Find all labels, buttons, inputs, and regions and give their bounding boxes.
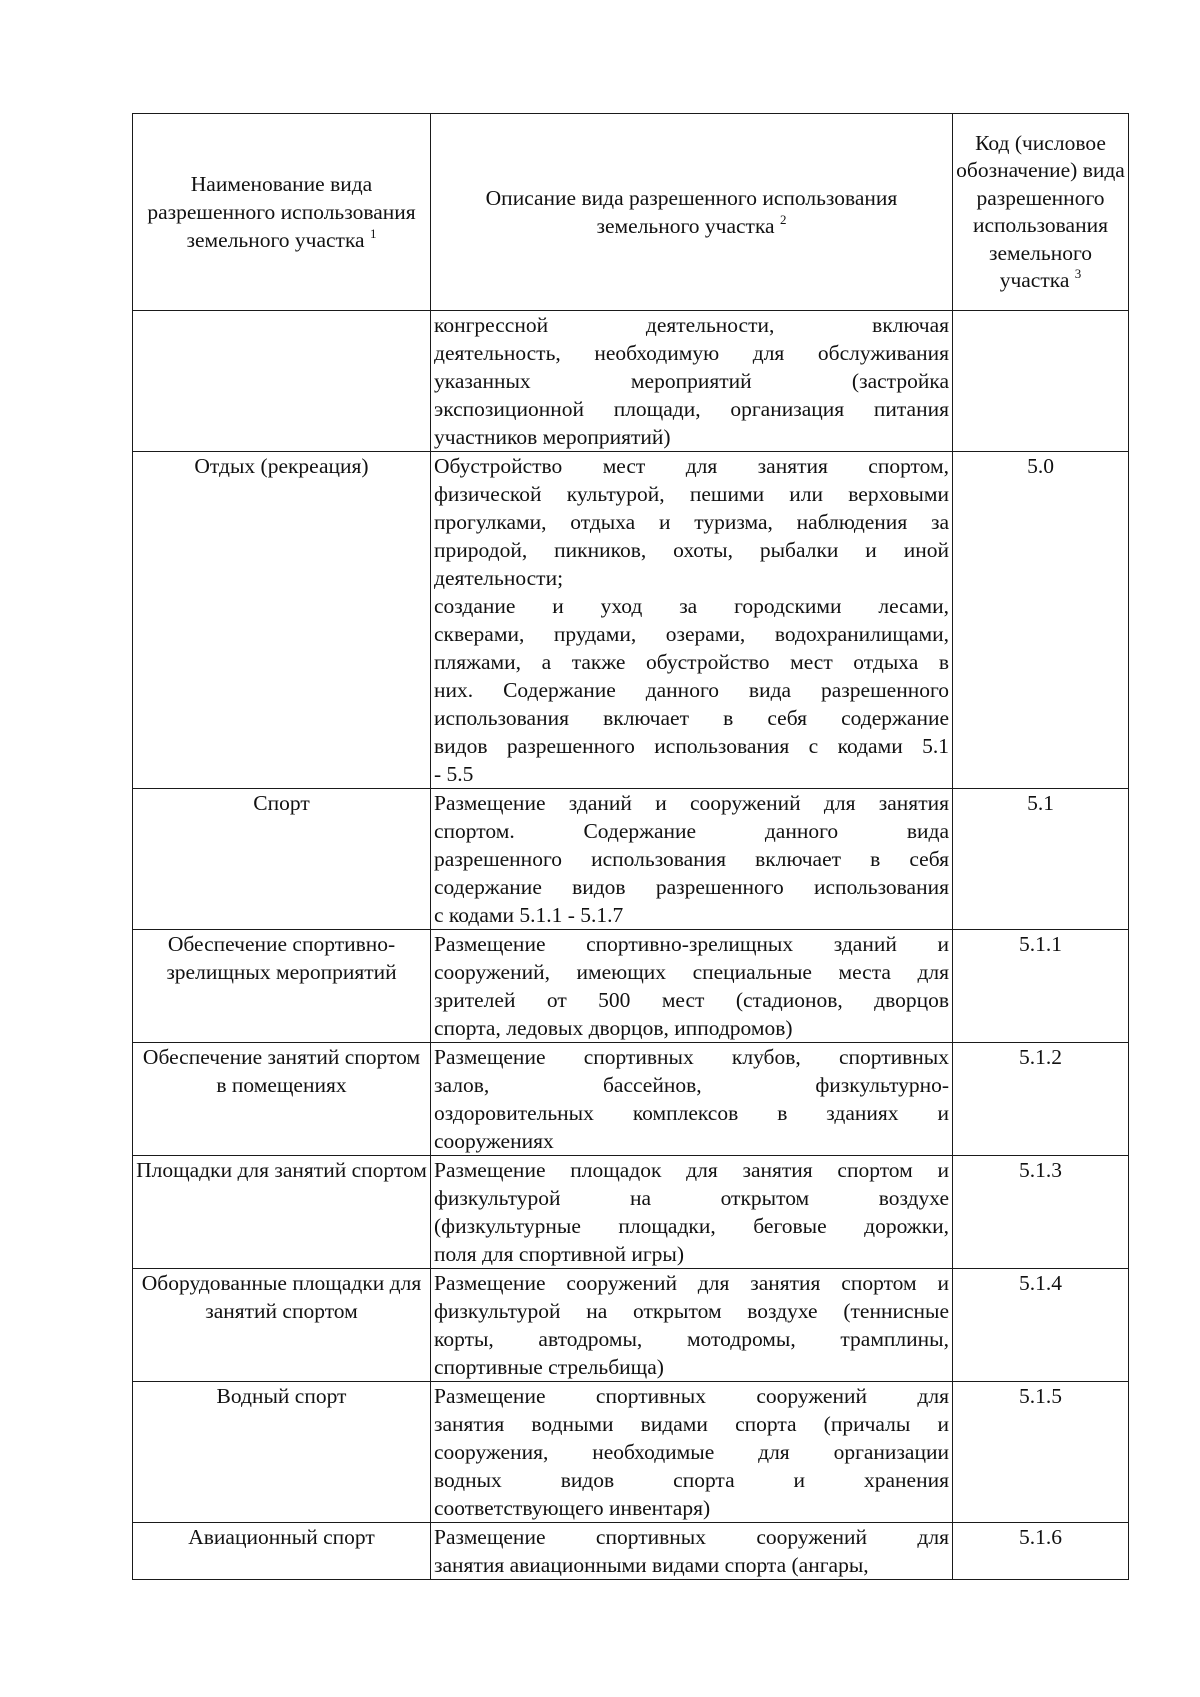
row-description-cell bbox=[431, 789, 953, 930]
header-description-footnote: 2 bbox=[779, 212, 787, 227]
description-line: Обустройство мест для занятия спортом, bbox=[434, 454, 949, 478]
description-line: Размещение спортивных сооружений для bbox=[434, 1525, 949, 1549]
table-row bbox=[133, 452, 1129, 789]
row-description-cell bbox=[431, 311, 953, 452]
description-line: корты, автодромы, мотодромы, трамплины, bbox=[434, 1327, 949, 1351]
table-row bbox=[133, 789, 1129, 930]
description-line: Размещение спортивных сооружений для bbox=[434, 1384, 949, 1408]
description-line: занятия авиационными видами спорта (ангары, bbox=[434, 1553, 869, 1577]
table-row bbox=[133, 1043, 1129, 1156]
description-line: физкультурой на открытом воздухе bbox=[434, 1186, 949, 1210]
row-code-cell: 5.1.2 bbox=[953, 1043, 1129, 1156]
row-code-cell: 5.1.6 bbox=[953, 1523, 1129, 1580]
description-line: спорта, ледовых дворцов, ипподромов) bbox=[434, 1016, 793, 1040]
description-line: пляжами, а также обустройство мест отдыха в bbox=[434, 650, 949, 674]
description-line: с кодами 5.1.1 - 5.1.7 bbox=[434, 903, 624, 927]
description-line: Размещение площадок для занятия спортом и bbox=[434, 1158, 949, 1182]
description-line: сооружений, имеющих специальные места для bbox=[434, 960, 949, 984]
description-line: оздоровительных комплексов в зданиях и bbox=[434, 1101, 949, 1125]
description-line: них. Содержание данного вида разрешенного bbox=[434, 678, 949, 702]
header-description: Описание вида разрешенного использования земельного участка $^2$ bbox=[431, 114, 953, 311]
land-use-table bbox=[132, 113, 1129, 1580]
row-name-cell bbox=[133, 311, 431, 452]
description-line: деятельность, необходимую для обслуживания bbox=[434, 341, 949, 365]
row-code-cell bbox=[953, 311, 1129, 452]
description-line: сооружения, необходимые для организации bbox=[434, 1440, 949, 1464]
description-line: Размещение спортивных клубов, спортивных bbox=[434, 1045, 949, 1069]
description-line: сооружениях bbox=[434, 1129, 554, 1153]
row-description-cell bbox=[431, 1382, 953, 1523]
row-description-cell bbox=[431, 452, 953, 789]
row-name-cell: Обеспечение занятий спортом в помещениях bbox=[133, 1043, 431, 1156]
header-name: Наименование вида разрешенного использования земельного участка $^1$ bbox=[133, 114, 431, 311]
row-code-cell: 5.1.3 bbox=[953, 1156, 1129, 1269]
description-line: водных видов спорта и хранения bbox=[434, 1468, 949, 1492]
row-description-cell bbox=[431, 1043, 953, 1156]
header-code: Код (числовое обозначение) вида разрешенного использования земельного участка $^3$ bbox=[953, 114, 1129, 311]
row-name-cell: Площадки для занятий спортом bbox=[133, 1156, 431, 1269]
description-line: залов, бассейнов, физкультурно- bbox=[434, 1073, 949, 1097]
row-description-cell bbox=[431, 930, 953, 1043]
description-line: указанных мероприятий (застройка bbox=[434, 369, 949, 393]
description-line: физической культурой, пешими или верховыми bbox=[434, 482, 949, 506]
table-row bbox=[133, 930, 1129, 1043]
row-description-cell bbox=[431, 1269, 953, 1382]
row-code-cell: 5.1.1 bbox=[953, 930, 1129, 1043]
description-line: использования включает в себя содержание bbox=[434, 706, 949, 730]
description-line: - 5.5 bbox=[434, 762, 474, 786]
description-line: деятельности; bbox=[434, 566, 564, 590]
description-line: экспозиционной площади, организация питания bbox=[434, 397, 949, 421]
header-code-footnote: 3 bbox=[1074, 266, 1082, 281]
description-line: участников мероприятий) bbox=[434, 425, 671, 449]
description-line: конгрессной деятельности, включая bbox=[434, 313, 949, 337]
description-line: физкультурой на открытом воздухе (теннисные bbox=[434, 1299, 949, 1323]
row-name-cell: Авиационный спорт bbox=[133, 1523, 431, 1580]
description-line: занятия водными видами спорта (причалы и bbox=[434, 1412, 949, 1436]
table-row bbox=[133, 1382, 1129, 1523]
description-line: природой, пикников, охоты, рыбалки и иной bbox=[434, 538, 949, 562]
row-description-cell bbox=[431, 1523, 953, 1580]
row-name-cell: Спорт bbox=[133, 789, 431, 930]
table-row bbox=[133, 1523, 1129, 1580]
row-name-cell: Отдых (рекреация) bbox=[133, 452, 431, 789]
description-line: Размещение спортивно-зрелищных зданий и bbox=[434, 932, 949, 956]
description-line: содержание видов разрешенного использования bbox=[434, 875, 949, 899]
description-line: соответствующего инвентаря) bbox=[434, 1496, 711, 1520]
table-body bbox=[133, 311, 1129, 1580]
row-code-cell: 5.1 bbox=[953, 789, 1129, 930]
description-line: видов разрешенного использования с кодами 5.1 bbox=[434, 734, 949, 758]
description-line: спортивные стрельбища) bbox=[434, 1355, 664, 1379]
row-name-cell: Оборудованные площадки для занятий спортом bbox=[133, 1269, 431, 1382]
description-line: Размещение сооружений для занятия спортом и bbox=[434, 1271, 949, 1295]
row-description-cell bbox=[431, 1156, 953, 1269]
description-line: (физкультурные площадки, беговые дорожки, bbox=[434, 1214, 949, 1238]
description-line: создание и уход за городскими лесами, bbox=[434, 594, 949, 618]
table-header-row bbox=[133, 114, 1129, 311]
table-row bbox=[133, 311, 1129, 452]
row-name-cell: Водный спорт bbox=[133, 1382, 431, 1523]
description-line: Размещение зданий и сооружений для занятия bbox=[434, 791, 949, 815]
row-code-cell: 5.1.5 bbox=[953, 1382, 1129, 1523]
description-line: поля для спортивной игры) bbox=[434, 1242, 685, 1266]
description-line: спортом. Содержание данного вида bbox=[434, 819, 949, 843]
row-name-cell: Обеспечение спортивно-зрелищных мероприятий bbox=[133, 930, 431, 1043]
row-code-cell: 5.0 bbox=[953, 452, 1129, 789]
header-name-footnote: 1 bbox=[369, 226, 377, 241]
description-line: зрителей от 500 мест (стадионов, дворцов bbox=[434, 988, 949, 1012]
row-code-cell: 5.1.4 bbox=[953, 1269, 1129, 1382]
description-line: прогулками, отдыха и туризма, наблюдения за bbox=[434, 510, 949, 534]
description-line: скверами, прудами, озерами, водохранилищами, bbox=[434, 622, 949, 646]
table-row bbox=[133, 1269, 1129, 1382]
description-line: разрешенного использования включает в себя bbox=[434, 847, 949, 871]
table-row bbox=[133, 1156, 1129, 1269]
